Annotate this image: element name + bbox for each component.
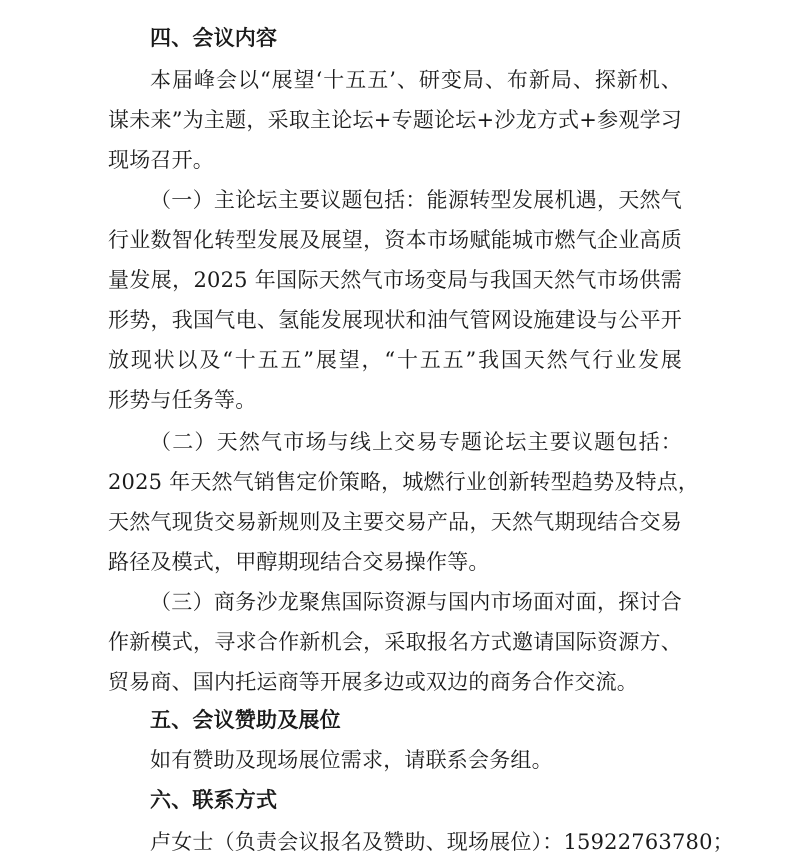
p3-line-2: 作新模式，寻求合作新机会，采取报名方式邀请国际资源方、 [108, 630, 682, 654]
p3-line-3: 贸易商、国内托运商等开展多边或双边的商务合作交流。 [108, 670, 638, 694]
p1-line-4: 形势，我国气电、氢能发展现状和油气管网设施建设与公平开 [108, 308, 682, 332]
p2-line-3: 天然气现货交易新规则及主要交易产品，天然气期现结合交易 [108, 510, 682, 534]
p1-line-2: 行业数智化转型发展及展望，资本市场赋能城市燃气企业高质 [108, 228, 682, 252]
p3-line-1: （三）商务沙龙聚焦国际资源与国内市场面对面，探讨合 [150, 590, 682, 614]
p1-line-1: （一）主论坛主要议题包括：能源转型发展机遇，天然气 [150, 188, 682, 212]
p2-line-4: 路径及模式，甲醇期现结合交易操作等。 [108, 550, 490, 574]
p1-line-6: 形势与任务等。 [108, 388, 257, 412]
section-heading-5: 五、会议赞助及展位 [150, 708, 341, 732]
section-heading-6: 六、联系方式 [150, 788, 278, 812]
section-heading-4: 四、会议内容 [150, 26, 278, 50]
p2-line-1: （二）天然气市场与线上交易专题论坛主要议题包括： [150, 430, 682, 454]
intro-line-1: 本届峰会以“展望‘十五五’、研变局、布新局、探新机、 [150, 68, 682, 92]
sponsor-text: 如有赞助及现场展位需求，请联系会务组。 [150, 748, 553, 772]
p1-line-5: 放现状以及“十五五”展望，“十五五”我国天然气行业发展 [108, 348, 682, 372]
p2-line-2: 2025 年天然气销售定价策略，城燃行业创新转型趋势及特点， [108, 470, 700, 494]
p1-line-3: 量发展，2025 年国际天然气市场变局与我国天然气市场供需 [108, 268, 682, 292]
intro-line-2: 谋未来”为主题，采取主论坛+专题论坛+沙龙方式+参观学习 [108, 108, 682, 132]
intro-line-3: 现场召开。 [108, 148, 214, 172]
contact-line: 卢女士（负责会议报名及赞助、现场展位）：15922763780； [150, 830, 734, 854]
